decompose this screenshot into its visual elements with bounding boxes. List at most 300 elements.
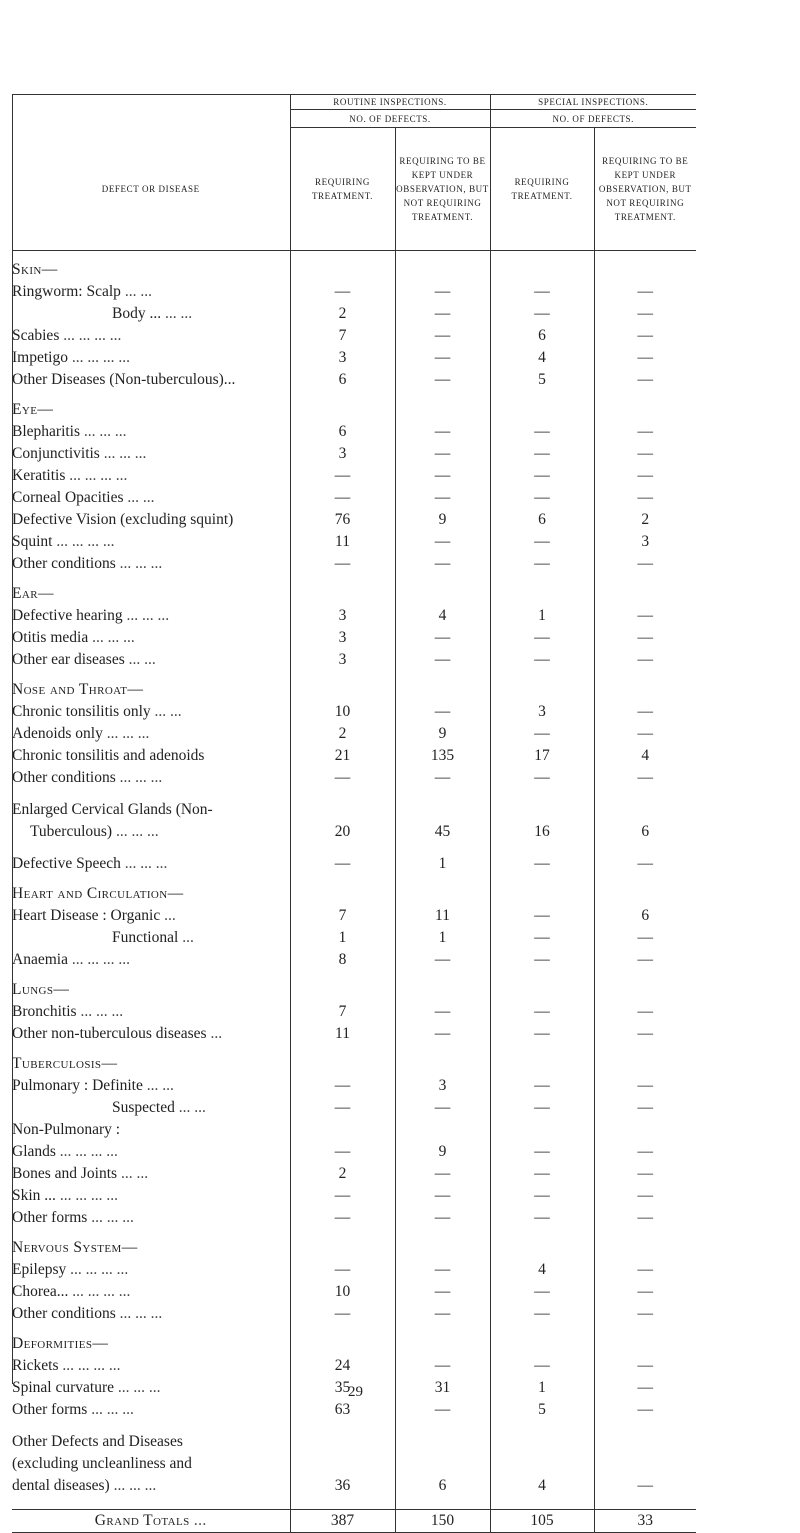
row-label-text: Impetigo (12, 348, 68, 366)
table-row (12, 649, 696, 671)
table-row (12, 745, 696, 767)
routine-requiring-treatment-header: REQUIRING TREATMENT. (290, 128, 395, 251)
special-observation-cell: — (594, 1207, 696, 1229)
special-treatment-cell: — (490, 927, 594, 949)
row-label-text: Anaemia (12, 950, 68, 968)
routine-treatment-cell: 3 (290, 605, 395, 627)
special-observation-header: REQUIRING TO BE KEPT UNDER OBSERVATION, BUT NOT REQUIRING TREATMENT. (594, 128, 696, 251)
special-observation-cell: — (594, 347, 696, 369)
special-observation-cell: — (594, 1023, 696, 1045)
section-row (12, 1325, 696, 1355)
table-row (12, 1119, 696, 1141)
special-treatment-cell: — (490, 553, 594, 575)
routine-treatment-cell: — (290, 1097, 395, 1119)
row-label-text: Non-Pulmonary : (12, 1120, 121, 1138)
table-row (12, 553, 696, 575)
routine-observation-cell: — (395, 369, 490, 391)
empty-cell (395, 391, 490, 421)
special-observation-cell (594, 1119, 696, 1141)
table-row (12, 605, 696, 627)
section-heading: Skin— (12, 260, 58, 278)
row-label (12, 649, 290, 671)
empty-cell (290, 671, 395, 701)
row-label (12, 1163, 290, 1185)
row-label (12, 627, 290, 649)
leader-dots: ... ... ... ... (72, 1282, 131, 1300)
grand-totals-text: Grand Totals (94, 1511, 190, 1529)
row-label (12, 369, 290, 391)
routine-observation-cell: — (395, 1259, 490, 1281)
section-row (12, 875, 696, 905)
table-row (12, 1355, 696, 1377)
routine-treatment-cell: 1 (290, 927, 395, 949)
special-no-of-defects-header: NO. OF DEFECTS. (490, 110, 696, 128)
special-treatment-cell: — (490, 627, 594, 649)
routine-observation-cell: — (395, 553, 490, 575)
section-heading: Deformities— (12, 1334, 109, 1352)
routine-observation-cell: — (395, 325, 490, 347)
leader-dots: ... (210, 1024, 223, 1042)
special-treatment-cell: — (490, 767, 594, 789)
leader-dots: ... ... ... (124, 854, 168, 872)
empty-cell (395, 250, 490, 281)
row-label-text: Scabies (12, 326, 60, 344)
row-label-text: Conjunctivitis (12, 444, 100, 462)
routine-observation-cell: — (395, 649, 490, 671)
special-observation-cell: — (594, 649, 696, 671)
section-heading: Tuberculosis— (12, 1054, 118, 1072)
section-heading: Nose and Throat— (12, 680, 144, 698)
row-label-line: Other Defects and Diseases (12, 1432, 183, 1450)
routine-treatment-cell: 21 (290, 745, 395, 767)
row-label-text: Adenoids only (12, 724, 103, 742)
routine-observation-cell: 1 (395, 843, 490, 875)
routine-observation-cell: — (395, 1399, 490, 1421)
special-treatment-cell: 4 (490, 347, 594, 369)
table-row (12, 1163, 696, 1185)
table-row (12, 1141, 696, 1163)
grand-totals-row (12, 1509, 696, 1532)
routine-treatment-cell: — (290, 1141, 395, 1163)
routine-treatment-cell (290, 1119, 395, 1141)
leader-dots: ... ... ... ... (56, 532, 115, 550)
leader-dots: ... ... ... ... (63, 326, 122, 344)
routine-observation-cell: — (395, 1097, 490, 1119)
routine-observation-cell: — (395, 487, 490, 509)
special-observation-cell: — (594, 281, 696, 303)
row-label (12, 443, 290, 465)
special-treatment-cell: — (490, 1281, 594, 1303)
routine-observation-cell: — (395, 1185, 490, 1207)
routine-observation-total: 150 (395, 1509, 490, 1532)
routine-treatment-cell: 24 (290, 1355, 395, 1377)
special-observation-cell: — (594, 627, 696, 649)
routine-treatment-cell: 2 (290, 723, 395, 745)
empty-cell (594, 250, 696, 281)
routine-observation-cell: — (395, 531, 490, 553)
routine-treatment-cell: — (290, 1185, 395, 1207)
special-treatment-cell: 4 (490, 1421, 594, 1497)
row-label-text: Glands (12, 1142, 56, 1160)
row-label-text: Other non-tuberculous diseases (12, 1024, 207, 1042)
routine-treatment-cell: 7 (290, 325, 395, 347)
special-observation-cell: — (594, 553, 696, 575)
empty-cell (594, 1045, 696, 1075)
row-label-text: Body ... (112, 304, 162, 322)
routine-treatment-cell: 3 (290, 649, 395, 671)
special-treatment-cell: 3 (490, 701, 594, 723)
page-number: 29 (348, 1384, 363, 1400)
routine-observation-cell: 11 (395, 905, 490, 927)
row-label-text: Spinal curvature (12, 1378, 115, 1396)
empty-cell (594, 391, 696, 421)
row-label-text: Other conditions (12, 554, 116, 572)
row-label (12, 303, 290, 325)
leader-dots: ... ... (127, 488, 155, 506)
row-label-text: Other Diseases (Non-tuberculous)... (12, 370, 236, 388)
empty-cell (490, 875, 594, 905)
table-row (12, 465, 696, 487)
table-header (12, 95, 696, 251)
table-row (12, 421, 696, 443)
special-treatment-cell: — (490, 843, 594, 875)
row-label-text: Other forms (12, 1400, 88, 1418)
special-treatment-cell: — (490, 421, 594, 443)
special-observation-cell: — (594, 1377, 696, 1399)
row-label-text: Other conditions (12, 1304, 116, 1322)
leader-dots: ... ... ... ... (62, 1356, 121, 1374)
row-label-text: Defective Speech (12, 854, 121, 872)
routine-inspections-header: ROUTINE INSPECTIONS. (290, 95, 490, 110)
special-observation-cell: — (594, 843, 696, 875)
empty-cell (395, 1045, 490, 1075)
special-observation-cell: — (594, 421, 696, 443)
special-treatment-cell: — (490, 1207, 594, 1229)
spacer-row (12, 1497, 696, 1510)
table-row (12, 487, 696, 509)
special-observation-cell: — (594, 1355, 696, 1377)
empty-cell (290, 391, 395, 421)
empty-cell (395, 575, 490, 605)
row-label-text: Tuberculous) (30, 822, 113, 840)
special-treatment-cell: — (490, 281, 594, 303)
empty-cell (594, 1325, 696, 1355)
row-label (12, 531, 290, 553)
routine-observation-cell (395, 1119, 490, 1141)
table-row (12, 767, 696, 789)
empty-cell (594, 575, 696, 605)
empty-cell (490, 971, 594, 1001)
row-label (12, 1281, 290, 1303)
special-treatment-cell: — (490, 1001, 594, 1023)
special-observation-cell: 4 (594, 745, 696, 767)
routine-treatment-cell: — (290, 487, 395, 509)
table-row (12, 1075, 696, 1097)
empty-cell (290, 250, 395, 281)
row-label (12, 1377, 290, 1399)
special-observation-cell: — (594, 1259, 696, 1281)
empty-cell (395, 1497, 490, 1510)
leader-dots: ... ... ... (83, 422, 127, 440)
routine-treatment-cell: — (290, 1075, 395, 1097)
row-label-text: Keratitis (12, 466, 66, 484)
row-label-text: Functional (112, 928, 179, 946)
row-label-text: Pulmonary : Definite (12, 1076, 143, 1094)
special-observation-cell: — (594, 325, 696, 347)
routine-observation-cell: 1 (395, 927, 490, 949)
special-treatment-cell: 4 (490, 1259, 594, 1281)
table-row (12, 1001, 696, 1023)
routine-observation-cell: — (395, 1281, 490, 1303)
row-label (12, 509, 290, 531)
routine-observation-header: REQUIRING TO BE KEPT UNDER OBSERVATION, BUT NOT REQUIRING TREATMENT. (395, 128, 490, 251)
leader-dots: ... ... ... ... (71, 950, 130, 968)
section-row (12, 250, 696, 281)
routine-observation-cell: 4 (395, 605, 490, 627)
table-row (12, 843, 696, 875)
routine-treatment-total: 387 (290, 1509, 395, 1532)
table-row (12, 531, 696, 553)
row-label-text: Bronchitis (12, 1002, 77, 1020)
routine-observation-cell: — (395, 1001, 490, 1023)
special-observation-cell: — (594, 303, 696, 325)
special-treatment-cell: — (490, 1185, 594, 1207)
row-label (12, 745, 290, 767)
row-label (12, 1097, 290, 1119)
row-label (12, 723, 290, 745)
leader-dots: ... (193, 1511, 207, 1529)
row-label-text: Heart Disease : Organic (12, 906, 161, 924)
section-row (12, 391, 696, 421)
table-row (12, 1185, 696, 1207)
routine-observation-cell: — (395, 1303, 490, 1325)
routine-observation-cell: — (395, 701, 490, 723)
routine-treatment-cell: — (290, 553, 395, 575)
special-observation-cell: 6 (594, 789, 696, 843)
special-treatment-cell: 17 (490, 745, 594, 767)
special-treatment-total: 105 (490, 1509, 594, 1532)
routine-observation-cell: — (395, 1023, 490, 1045)
row-label (12, 1303, 290, 1325)
table-row (12, 789, 696, 843)
row-label-line: (excluding uncleanliness and (12, 1454, 192, 1472)
routine-treatment-cell: — (290, 281, 395, 303)
special-treatment-cell: — (490, 1075, 594, 1097)
leader-dots: ... ... ... (80, 1002, 124, 1020)
row-label-text: Suspected (112, 1098, 175, 1116)
empty-cell (395, 1229, 490, 1259)
special-treatment-cell: — (490, 487, 594, 509)
row-label-text: Chronic tonsilitis and adenoids (12, 746, 205, 764)
row-label-text: Epilepsy (12, 1260, 67, 1278)
leader-dots: ... ... ... (103, 444, 147, 462)
row-label (12, 1259, 290, 1281)
special-treatment-cell: — (490, 949, 594, 971)
routine-treatment-cell: 35 (290, 1377, 395, 1399)
empty-cell (490, 250, 594, 281)
routine-observation-cell: 9 (395, 1141, 490, 1163)
spacer-cell (12, 1497, 290, 1510)
table-row (12, 509, 696, 531)
special-treatment-cell: — (490, 443, 594, 465)
special-observation-total: 33 (594, 1509, 696, 1532)
table-body (12, 250, 696, 1532)
routine-treatment-cell: 10 (290, 701, 395, 723)
table-row (12, 1259, 696, 1281)
routine-treatment-cell: 3 (290, 627, 395, 649)
section-heading: Lungs— (12, 980, 70, 998)
row-label-text: dental diseases) (12, 1476, 110, 1494)
leader-dots: ... ... ... (119, 1304, 163, 1322)
row-label (12, 789, 290, 843)
leader-dots: ... ... ... ... (59, 1186, 118, 1204)
row-label-text: Other conditions (12, 768, 116, 786)
leader-dots: ... ... ... ... (59, 1142, 118, 1160)
special-observation-cell: — (594, 487, 696, 509)
leader-dots: ... ... ... (126, 606, 170, 624)
routine-treatment-cell: 11 (290, 1023, 395, 1045)
leader-dots: ... ... ... (113, 1476, 157, 1494)
leader-dots: ... ... ... ... (69, 466, 128, 484)
routine-treatment-cell: 36 (290, 1421, 395, 1497)
leader-dots: ... ... ... (115, 822, 159, 840)
defect-column-header: DEFECT OR DISEASE (101, 183, 200, 194)
special-observation-cell: 2 (594, 509, 696, 531)
special-treatment-cell: — (490, 1355, 594, 1377)
empty-cell (395, 875, 490, 905)
defects-table (12, 94, 696, 1533)
routine-observation-cell: — (395, 1207, 490, 1229)
leader-dots: ... ... ... (91, 1208, 134, 1226)
section-heading: Eye— (12, 400, 54, 418)
row-label-text: Bones and Joints (12, 1164, 118, 1182)
special-treatment-cell: — (490, 465, 594, 487)
table-row (12, 281, 696, 303)
routine-observation-cell: — (395, 421, 490, 443)
row-label (12, 1355, 290, 1377)
special-treatment-cell: — (490, 531, 594, 553)
leader-dots: ... ... ... (117, 1378, 161, 1396)
table-row (12, 927, 696, 949)
special-observation-cell: — (594, 1075, 696, 1097)
empty-cell (395, 671, 490, 701)
section-heading: Ear— (12, 584, 54, 602)
routine-observation-cell: — (395, 347, 490, 369)
empty-cell (594, 971, 696, 1001)
section-heading: Nervous System— (12, 1238, 138, 1256)
routine-treatment-cell: 76 (290, 509, 395, 531)
row-label-text: Defective Vision (excluding squint) (12, 510, 234, 528)
routine-treatment-cell: 8 (290, 949, 395, 971)
table-row (12, 949, 696, 971)
row-label (12, 465, 290, 487)
routine-treatment-cell: 20 (290, 789, 395, 843)
section-row (12, 575, 696, 605)
leader-dots: ... ... ... (106, 724, 150, 742)
special-observation-cell: — (594, 1303, 696, 1325)
empty-cell (290, 1229, 395, 1259)
row-label (12, 1001, 290, 1023)
row-label (12, 1075, 290, 1097)
special-observation-cell: 3 (594, 531, 696, 553)
routine-observation-cell: 31 (395, 1377, 490, 1399)
routine-observation-cell: — (395, 1163, 490, 1185)
empty-cell (594, 671, 696, 701)
table-row (12, 1303, 696, 1325)
table-row (12, 1281, 696, 1303)
row-label (12, 927, 290, 949)
row-label (12, 905, 290, 927)
section-row (12, 1045, 696, 1075)
empty-cell (490, 1497, 594, 1510)
special-observation-cell: — (594, 1399, 696, 1421)
routine-observation-cell: 3 (395, 1075, 490, 1097)
row-label-line (12, 821, 290, 843)
row-label (12, 347, 290, 369)
empty-cell (290, 971, 395, 1001)
empty-cell (490, 1325, 594, 1355)
routine-observation-cell: 135 (395, 745, 490, 767)
leader-dots: ... ... ... ... (71, 348, 130, 366)
empty-cell (290, 1045, 395, 1075)
special-treatment-cell: — (490, 905, 594, 927)
leader-dots: ... (164, 906, 176, 924)
empty-cell (490, 575, 594, 605)
empty-cell (290, 875, 395, 905)
routine-treatment-cell: — (290, 465, 395, 487)
routine-observation-cell: — (395, 443, 490, 465)
row-label (12, 1119, 290, 1141)
special-treatment-cell: 1 (490, 605, 594, 627)
row-label (12, 767, 290, 789)
row-label (12, 1185, 290, 1207)
routine-treatment-cell: 11 (290, 531, 395, 553)
row-label-text: Defective hearing (12, 606, 123, 624)
special-treatment-cell: 6 (490, 325, 594, 347)
row-label (12, 487, 290, 509)
routine-observation-cell: 45 (395, 789, 490, 843)
routine-observation-cell: — (395, 303, 490, 325)
row-label-text: Chorea... (12, 1282, 69, 1300)
routine-treatment-cell: 3 (290, 443, 395, 465)
special-observation-cell: — (594, 723, 696, 745)
special-requiring-treatment-header: REQUIRING TREATMENT. (490, 128, 594, 251)
routine-treatment-cell: — (290, 1259, 395, 1281)
routine-observation-cell: 9 (395, 509, 490, 531)
row-label (12, 1141, 290, 1163)
special-treatment-cell: 16 (490, 789, 594, 843)
special-treatment-cell: 5 (490, 1399, 594, 1421)
table-row (12, 1399, 696, 1421)
routine-observation-cell: — (395, 949, 490, 971)
leader-dots: ... ... (128, 650, 156, 668)
leader-dots: ... ... (154, 702, 182, 720)
routine-observation-cell: — (395, 465, 490, 487)
special-observation-cell: — (594, 767, 696, 789)
special-observation-cell: — (594, 1001, 696, 1023)
special-treatment-cell: — (490, 649, 594, 671)
leader-dots: ... ... (164, 304, 193, 322)
table-row (12, 303, 696, 325)
special-treatment-cell: — (490, 1097, 594, 1119)
row-label (12, 701, 290, 723)
leader-dots: ... ... ... ... (70, 1260, 129, 1278)
row-label (12, 1421, 290, 1497)
table-row (12, 1097, 696, 1119)
table-row (12, 325, 696, 347)
row-label-text: Chronic tonsilitis only (12, 702, 151, 720)
row-label-text: Other ear diseases (12, 650, 125, 668)
